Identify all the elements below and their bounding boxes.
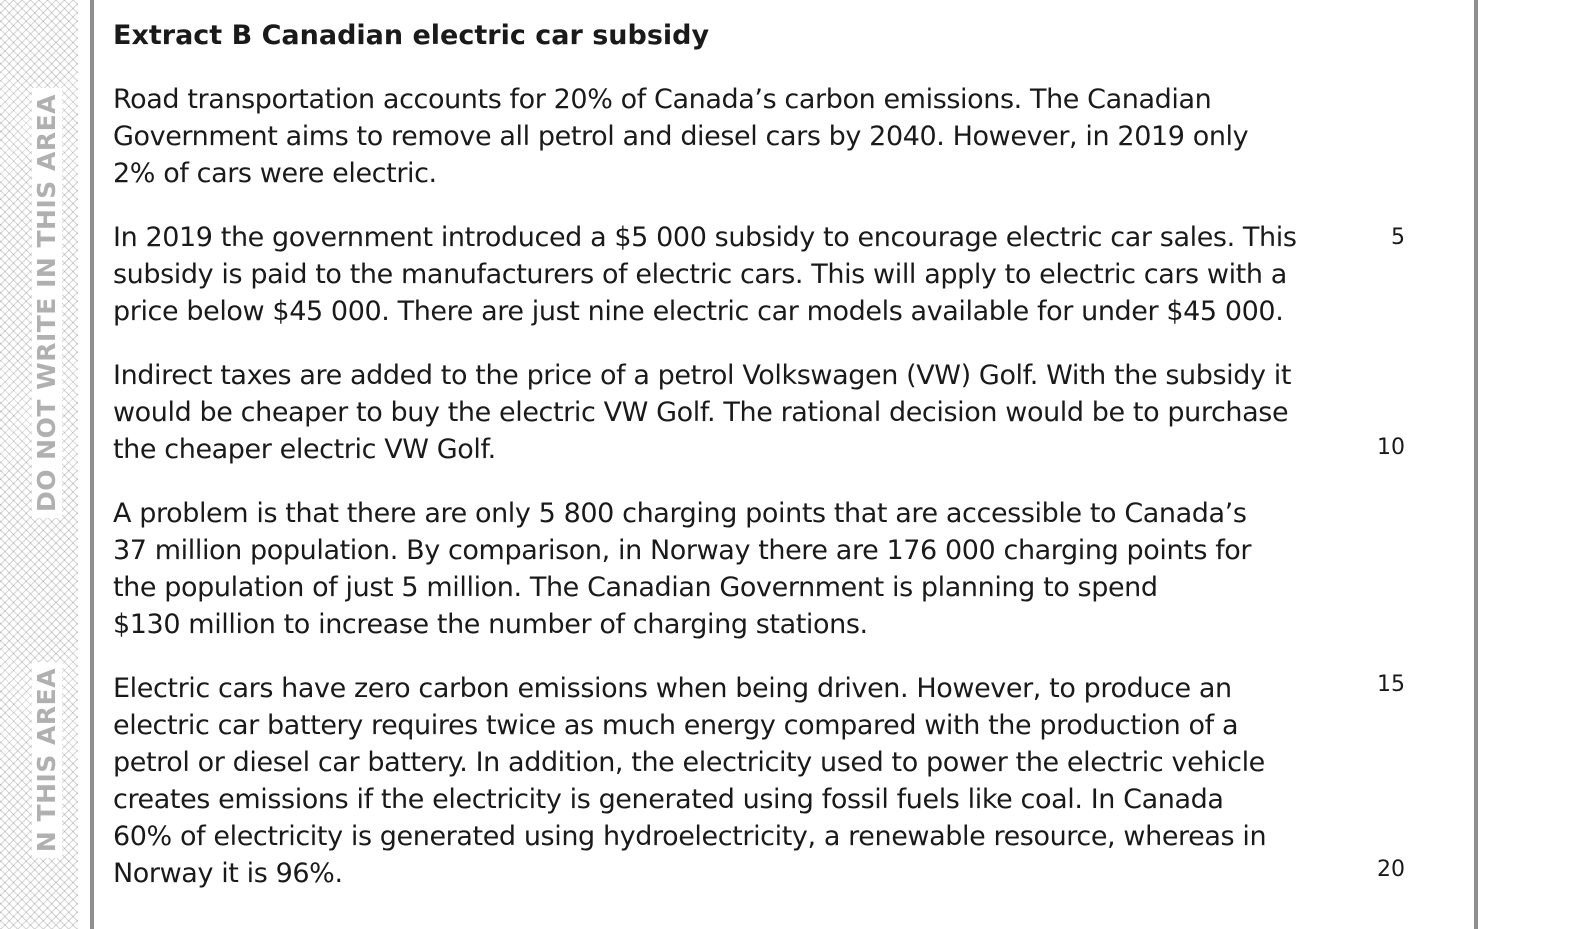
paragraph-road-transport	[113, 81, 1353, 192]
text-line: Electric cars have zero carbon emissions when being driven. However, to produce an	[113, 673, 1232, 704]
line-number: 15	[1377, 672, 1405, 697]
right-border-rule	[1474, 0, 1478, 929]
text-line: electric car battery requires twice as much energy compared with the production of a	[113, 710, 1239, 741]
text-line: creates emissions if the electricity is generated using fossil fuels like coal. In Canada	[113, 784, 1224, 815]
margin-hatched-strip	[0, 0, 78, 929]
text-line: $130 million to increase the number of charging stations.	[113, 609, 868, 640]
text-line: 2% of cars were electric.	[113, 158, 437, 189]
text-line: the population of just 5 million. The Canadian Government is planning to spend	[113, 572, 1158, 603]
text-line: price below $45 000. There are just nine electric car models available for under $45 000.	[113, 296, 1284, 327]
line-number: 10	[1377, 435, 1405, 460]
paragraph-subsidy	[113, 219, 1353, 330]
text-line: petrol or diesel car battery. In addition, the electricity used to power the electric vehicle	[113, 747, 1265, 778]
paragraph-indirect-taxes	[113, 357, 1353, 468]
extract-body	[113, 16, 1353, 892]
text-line: Government aims to remove all petrol and diesel cars by 2040. However, in 2019 only	[113, 121, 1249, 152]
text-line: Norway it is 96%.	[113, 858, 343, 889]
left-border-rule	[90, 0, 94, 929]
line-number: 20	[1377, 857, 1405, 882]
text-line: Road transportation accounts for 20% of Canada’s carbon emissions. The Canadian	[113, 84, 1212, 115]
extract-heading: Extract B Canadian electric car subsidy	[113, 20, 710, 51]
margin-warning-bottom: N THIS AREA	[32, 662, 62, 858]
text-line: In 2019 the government introduced a $5 000 subsidy to encourage electric car sales. This	[113, 222, 1297, 253]
text-line: would be cheaper to buy the electric VW Golf. The rational decision would be to purchase	[113, 397, 1289, 428]
margin-warning-top: DO NOT WRITE IN THIS AREA	[32, 88, 62, 518]
text-line: the cheaper electric VW Golf.	[113, 434, 496, 465]
text-line: 60% of electricity is generated using hydroelectricity, a renewable resource, whereas in	[113, 821, 1267, 852]
text-line: subsidy is paid to the manufacturers of electric cars. This will apply to electric cars with a	[113, 259, 1287, 290]
line-number: 5	[1391, 225, 1405, 250]
paragraph-emissions	[113, 670, 1353, 892]
text-line: Indirect taxes are added to the price of a petrol Volkswagen (VW) Golf. With the subsidy it	[113, 360, 1292, 391]
text-line: 37 million population. By comparison, in Norway there are 176 000 charging points for	[113, 535, 1252, 566]
paragraph-charging-points	[113, 495, 1353, 643]
text-line: A problem is that there are only 5 800 charging points that are accessible to Canada’s	[113, 498, 1247, 529]
